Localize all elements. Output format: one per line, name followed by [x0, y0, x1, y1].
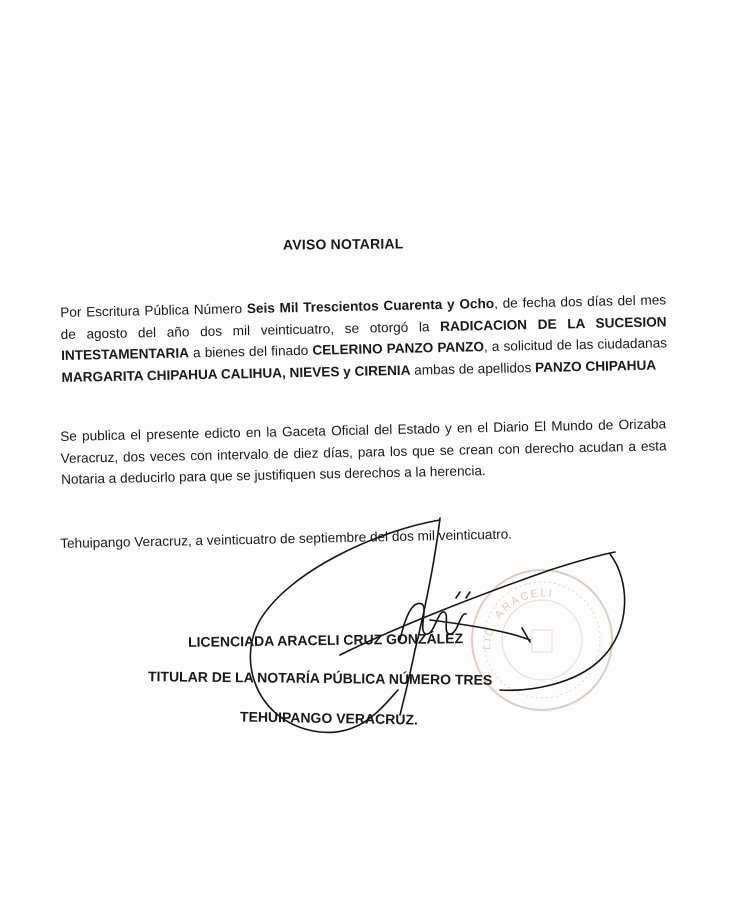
text-run: ambas de apellidos	[410, 359, 536, 378]
text-run: a bienes del finado	[188, 342, 313, 361]
signatory-name: LICENCIADA ARACELI CRUZ GONZÁLEZ	[187, 630, 464, 650]
bold-run: RADICACION DE LA SUCESION INTESTAMENTARIA	[60, 313, 667, 363]
text-run: , a solicitud de las ciudadanas	[483, 335, 668, 355]
svg-text:LIC. ARACELI: LIC. ARACELI	[480, 587, 555, 651]
signatory-position: TITULAR DE LA NOTARÍA PÚBLICA NÚMERO TRES	[147, 668, 493, 688]
paragraph-deed	[60, 289, 668, 388]
text-run: , de fecha dos días del mes de agosto del año dos mil veinticuatro, se otorgó la	[60, 292, 667, 342]
signatory-location: TEHUIPANGO VERACRUZ.	[239, 708, 418, 728]
place-date: Tehuipango Veracruz, a veinticuatro de septiembre del dos mil veinticuatro.	[60, 526, 513, 551]
text-run: Por Escritura Pública Número	[60, 301, 248, 320]
bold-run: PANZO CHIPAHUA	[534, 357, 657, 375]
bold-run: MARGARITA CHIPAHUA CALIHUA, NIEVES y CIRENIA	[61, 362, 411, 385]
paragraph-publication: Se publica el presente edicto en la Gaceta Oficial del Estado y en el Diario El Mundo de Orizaba Veracruz, dos veces con intervalo de diez días, para los que se crean con derecho acudan a esta Notaria a deducirlo para que se justifiquen sus derechos a la herencia.	[60, 416, 667, 487]
document-title: AVISO NOTARIAL	[282, 235, 404, 253]
bold-run: CELERINO PANZO PANZO	[312, 339, 485, 358]
bold-run: Seis Mil Trescientos Cuarenta y Ocho	[246, 295, 495, 317]
handwritten-signature	[230, 500, 650, 740]
